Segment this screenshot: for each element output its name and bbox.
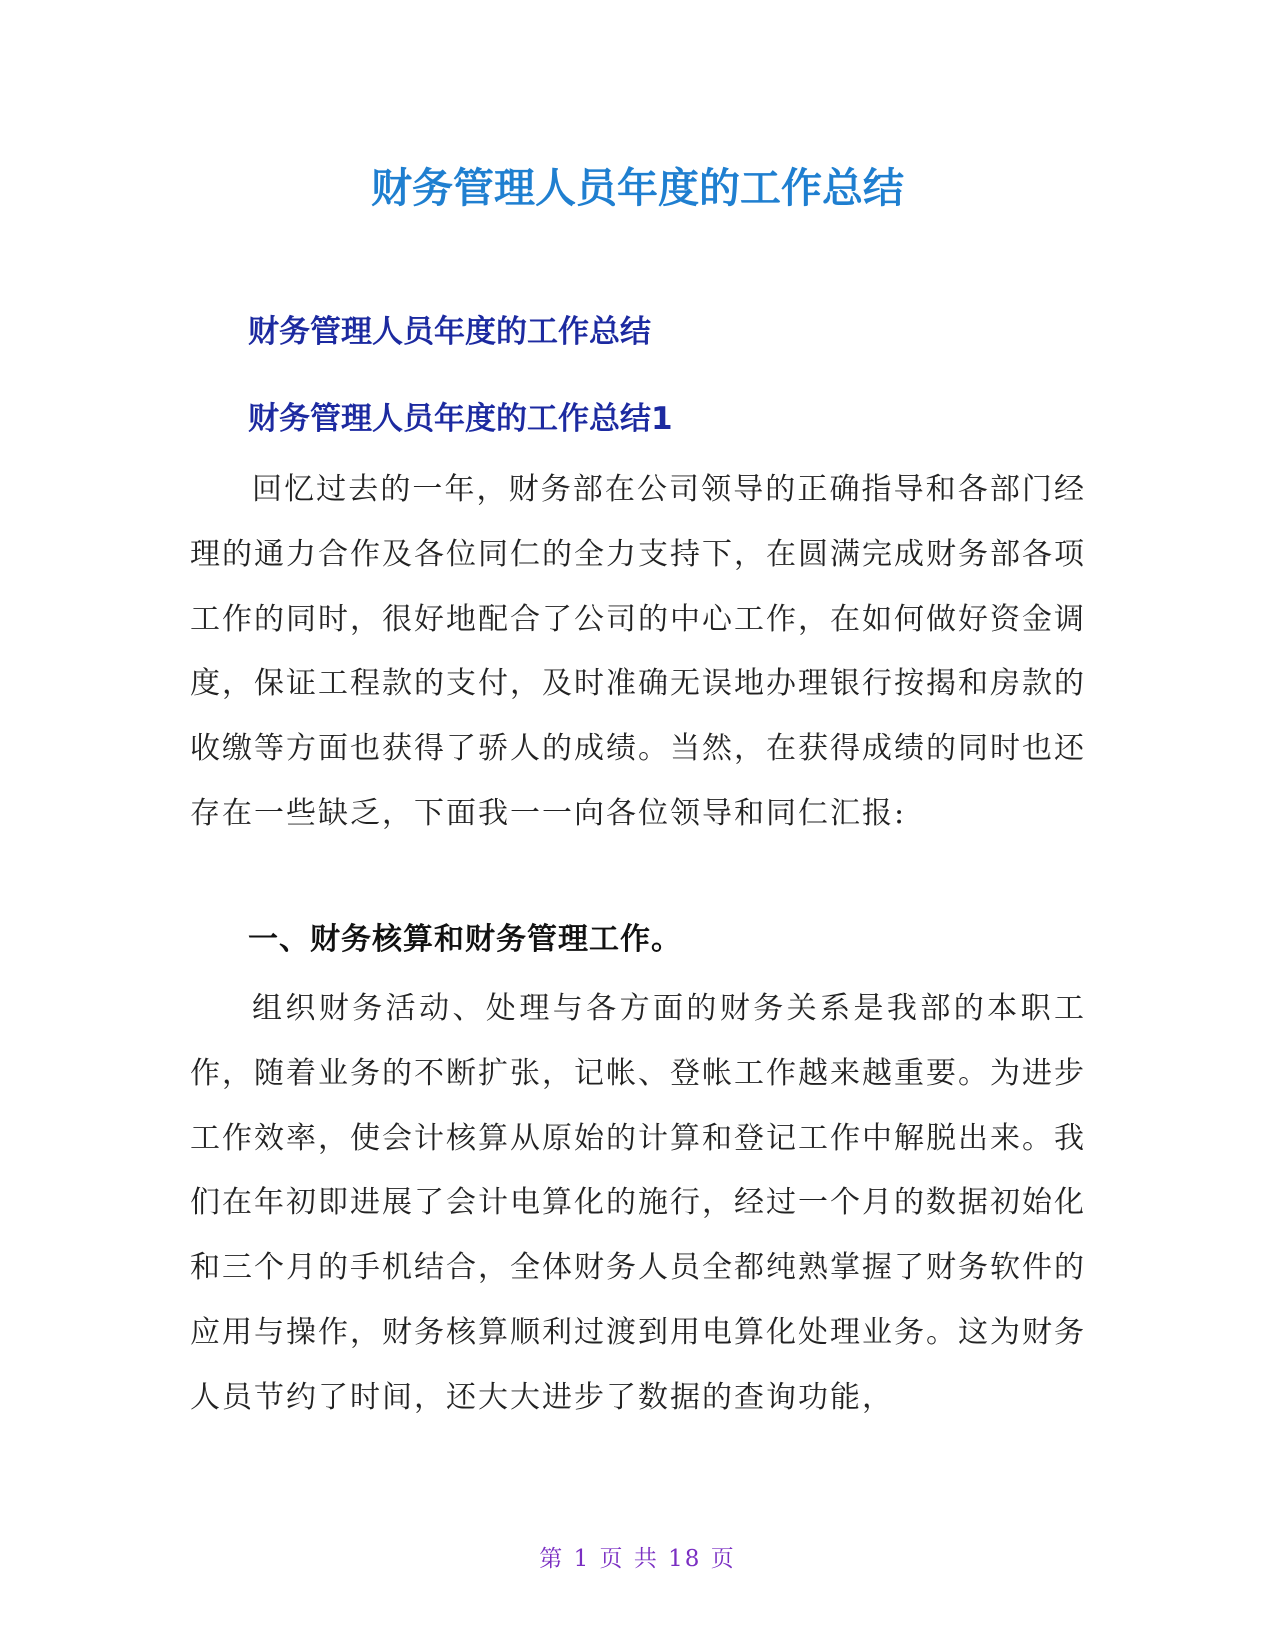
section-title-heading: 财务管理人员年度的工作总结1 [248, 401, 673, 437]
page-footer: 第 1 页 共 18 页 [539, 1546, 736, 1572]
section-heading-one: 一、财务核算和财务管理工作。 [248, 922, 682, 957]
intro-paragraph: 回忆过去的一年，财务部在公司领导的正确指导和各部门经理的通力合作及各位同仁的全力支持下，在圆满完成财务部各项工作的同时，很好地配合了公司的中心工作，在如何做好资金调度，保证工程款的支付，及时准确无误地办理银行按揭和房款的收缴等方面也获得了骄人的成绩。当然，在获得成绩的同时也还存在一些缺乏，下面我一一向各位领导和同仁汇报: [190, 472, 1086, 831]
body-paragraph: 组织财务活动、处理与各方面的财务关系是我部的本职工作，随着业务的不断扩张，记帐、登帐工作越来越重要。为进步工作效率，使会计核算从原始的计算和登记工作中解脱出来。我们在年初即进展了会计电算化的施行，经过一个月的数据初始化和三个月的手机结合，全体财务人员全都纯熟掌握了财务软件的应用与操作，财务核算顺利过渡到用电算化处理业务。这为财务人员节约了时间，还大大进步了数据的查询功能， [190, 991, 1086, 1415]
subtitle-heading: 财务管理人员年度的工作总结 [248, 314, 651, 350]
document-title: 财务管理人员年度的工作总结 [371, 164, 904, 212]
